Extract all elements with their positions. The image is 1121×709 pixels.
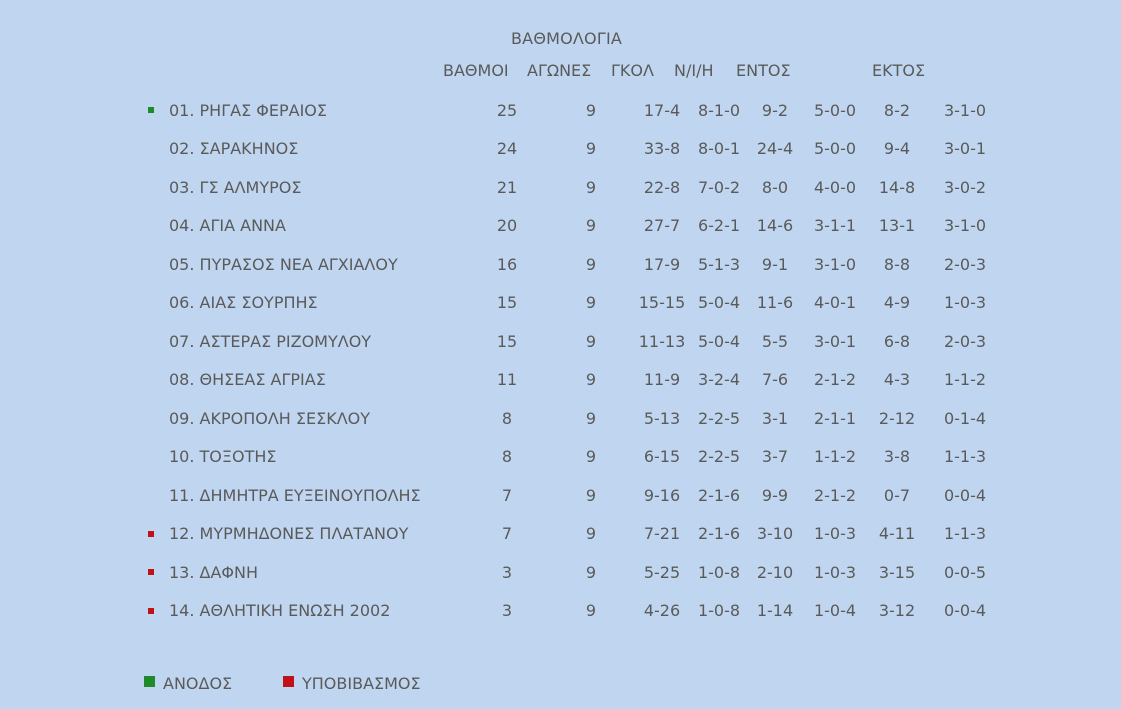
goals-cell: 6-15 [643, 447, 681, 467]
away-wdl-cell: 1-1-2 [943, 370, 987, 390]
goals-cell: 17-9 [643, 254, 681, 274]
goals-cell: 15-15 [638, 293, 686, 313]
games-cell: 9 [585, 293, 597, 313]
home-wdl-cell: 4-0-0 [813, 177, 857, 197]
home-wdl-cell: 1-0-3 [813, 524, 857, 544]
goals-cell: 27-7 [643, 216, 681, 236]
home-goals-cell: 3-7 [761, 447, 789, 467]
home-goals-cell: 14-6 [756, 216, 794, 236]
wdl-cell: 7-0-2 [697, 177, 741, 197]
away-wdl-cell: 0-0-5 [943, 562, 987, 582]
points-cell: 3 [501, 562, 513, 582]
home-goals-cell: 9-9 [761, 485, 789, 505]
away-wdl-cell: 2-0-3 [943, 254, 987, 274]
status-marker-cell [140, 515, 169, 554]
promotion-color-swatch [144, 676, 155, 687]
status-marker-cell [140, 476, 169, 515]
status-marker-cell [140, 592, 169, 631]
status-marker-cell [140, 399, 169, 438]
relegation-marker-icon [148, 531, 154, 537]
away-wdl-cell: 1-0-3 [943, 293, 987, 313]
games-cell: 9 [585, 601, 597, 621]
status-marker-cell [140, 207, 169, 246]
wdl-cell: 2-2-5 [697, 408, 741, 428]
points-cell: 15 [496, 331, 518, 351]
points-cell: 16 [496, 254, 518, 274]
relegation-marker-icon [148, 608, 154, 614]
relegation-marker-icon [148, 569, 154, 575]
away-goals-cell: 14-8 [878, 177, 916, 197]
away-wdl-cell: 0-0-4 [943, 601, 987, 621]
away-wdl-cell: 2-0-3 [943, 331, 987, 351]
goals-cell: 5-25 [643, 562, 681, 582]
relegation-color-swatch [283, 676, 294, 687]
away-wdl-cell: 1-1-3 [943, 447, 987, 467]
away-wdl-cell: 1-1-3 [943, 524, 987, 544]
header-games: ΑΓΩΝΕΣ [527, 61, 592, 80]
home-wdl-cell: 1-0-3 [813, 562, 857, 582]
points-cell: 8 [501, 408, 513, 428]
points-cell: 20 [496, 216, 518, 236]
away-goals-cell: 8-2 [883, 100, 911, 120]
wdl-cell: 6-2-1 [697, 216, 741, 236]
goals-cell: 22-8 [643, 177, 681, 197]
team-name: 14. ΑΘΛΗΤΙΚΗ ΕΝΩΣΗ 2002 [169, 601, 391, 621]
header-points: ΒΑΘΜΟΙ [443, 61, 509, 80]
team-name: 02. ΣΑΡΑΚΗΝΟΣ [169, 139, 299, 159]
status-marker-cell [140, 245, 169, 284]
points-cell: 25 [496, 100, 518, 120]
home-wdl-cell: 5-0-0 [813, 139, 857, 159]
status-marker-cell [140, 361, 169, 400]
points-cell: 7 [501, 524, 513, 544]
home-goals-cell: 3-1 [761, 408, 789, 428]
team-name: 13. ΔΑΦΝΗ [169, 562, 259, 582]
away-goals-cell: 3-15 [878, 562, 916, 582]
goals-cell: 17-4 [643, 100, 681, 120]
team-name: 06. ΑΙΑΣ ΣΟΥΡΠΗΣ [169, 293, 318, 313]
status-marker-cell [140, 438, 169, 477]
home-goals-cell: 7-6 [761, 370, 789, 390]
header-home: ΕΝΤΟΣ [736, 61, 791, 80]
away-goals-cell: 2-12 [878, 408, 916, 428]
away-goals-cell: 4-3 [883, 370, 911, 390]
wdl-cell: 2-1-6 [697, 485, 741, 505]
goals-cell: 9-16 [643, 485, 681, 505]
away-goals-cell: 4-9 [883, 293, 911, 313]
points-cell: 21 [496, 177, 518, 197]
table-row [140, 553, 1003, 592]
wdl-cell: 2-1-6 [697, 524, 741, 544]
table-row [140, 399, 1003, 438]
games-cell: 9 [585, 216, 597, 236]
status-marker-cell [140, 168, 169, 207]
header-away: ΕΚΤΟΣ [872, 61, 926, 80]
away-goals-cell: 9-4 [883, 139, 911, 159]
status-marker-cell [140, 284, 169, 323]
home-wdl-cell: 3-0-1 [813, 331, 857, 351]
points-cell: 15 [496, 293, 518, 313]
table-row [140, 207, 1003, 246]
away-goals-cell: 6-8 [883, 331, 911, 351]
games-cell: 9 [585, 485, 597, 505]
wdl-cell: 8-0-1 [697, 139, 741, 159]
games-cell: 9 [585, 524, 597, 544]
home-goals-cell: 9-2 [761, 100, 789, 120]
team-name: 07. ΑΣΤΕΡΑΣ ΡΙΖΟΜΥΛΟΥ [169, 331, 372, 351]
home-wdl-cell: 1-1-2 [813, 447, 857, 467]
points-cell: 24 [496, 139, 518, 159]
goals-cell: 7-21 [643, 524, 681, 544]
goals-cell: 4-26 [643, 601, 681, 621]
team-name: 01. ΡΗΓΑΣ ΦΕΡΑΙΟΣ [169, 100, 327, 120]
home-wdl-cell: 4-0-1 [813, 293, 857, 313]
home-goals-cell: 2-10 [756, 562, 794, 582]
home-goals-cell: 11-6 [756, 293, 794, 313]
home-wdl-cell: 2-1-1 [813, 408, 857, 428]
team-name: 12. ΜΥΡΜΗΔΟΝΕΣ ΠΛΑΤΑΝΟΥ [169, 524, 409, 544]
table-row [140, 592, 1003, 631]
home-wdl-cell: 3-1-0 [813, 254, 857, 274]
status-marker-cell [140, 322, 169, 361]
goals-cell: 11-13 [638, 331, 686, 351]
wdl-cell: 2-2-5 [697, 447, 741, 467]
table-row [140, 245, 1003, 284]
legend-relegation-label: ΥΠΟΒΙΒΑΣΜΟΣ [302, 674, 421, 693]
table-row [140, 130, 1003, 169]
wdl-cell: 3-2-4 [697, 370, 741, 390]
header-wdl: Ν/Ι/Η [674, 61, 714, 80]
away-wdl-cell: 3-1-0 [943, 216, 987, 236]
away-goals-cell: 13-1 [878, 216, 916, 236]
games-cell: 9 [585, 562, 597, 582]
games-cell: 9 [585, 447, 597, 467]
wdl-cell: 8-1-0 [697, 100, 741, 120]
away-goals-cell: 0-7 [883, 485, 911, 505]
goals-cell: 11-9 [643, 370, 681, 390]
away-wdl-cell: 3-0-1 [943, 139, 987, 159]
home-wdl-cell: 2-1-2 [813, 370, 857, 390]
table-row [140, 476, 1003, 515]
header-goals: ΓΚΟΛ [611, 61, 654, 80]
team-name: 05. ΠΥΡΑΣΟΣ ΝΕΑ ΑΓΧΙΑΛΟΥ [169, 254, 398, 274]
games-cell: 9 [585, 139, 597, 159]
home-goals-cell: 5-5 [761, 331, 789, 351]
legend-promotion-label: ΑΝΟΔΟΣ [163, 674, 233, 693]
home-wdl-cell: 5-0-0 [813, 100, 857, 120]
team-name: 11. ΔΗΜΗΤΡΑ ΕΥΞΕΙΝΟΥΠΟΛΗΣ [169, 485, 421, 505]
away-wdl-cell: 3-0-2 [943, 177, 987, 197]
home-wdl-cell: 1-0-4 [813, 601, 857, 621]
table-row [140, 284, 1003, 323]
table-row [140, 361, 1003, 400]
table-row [140, 91, 1003, 130]
standings-title: ΒΑΘΜΟΛΟΓΙΑ [511, 29, 623, 48]
wdl-cell: 5-0-4 [697, 331, 741, 351]
games-cell: 9 [585, 100, 597, 120]
status-marker-cell [140, 553, 169, 592]
promotion-marker-icon [148, 107, 154, 113]
home-goals-cell: 9-1 [761, 254, 789, 274]
away-wdl-cell: 3-1-0 [943, 100, 987, 120]
games-cell: 9 [585, 331, 597, 351]
points-cell: 8 [501, 447, 513, 467]
team-name: 08. ΘΗΣΕΑΣ ΑΓΡΙΑΣ [169, 370, 326, 390]
standings-table [140, 91, 1003, 630]
games-cell: 9 [585, 370, 597, 390]
games-cell: 9 [585, 408, 597, 428]
home-goals-cell: 1-14 [756, 601, 794, 621]
team-name: 09. ΑΚΡΟΠΟΛΗ ΣΕΣΚΛΟΥ [169, 408, 371, 428]
team-name: 10. ΤΟΞΟΤΗΣ [169, 447, 277, 467]
away-wdl-cell: 0-0-4 [943, 485, 987, 505]
wdl-cell: 1-0-8 [697, 601, 741, 621]
games-cell: 9 [585, 177, 597, 197]
wdl-cell: 5-1-3 [697, 254, 741, 274]
status-marker-cell [140, 130, 169, 169]
wdl-cell: 1-0-8 [697, 562, 741, 582]
away-wdl-cell: 0-1-4 [943, 408, 987, 428]
home-goals-cell: 3-10 [756, 524, 794, 544]
goals-cell: 5-13 [643, 408, 681, 428]
away-goals-cell: 8-8 [883, 254, 911, 274]
team-name: 04. ΑΓΙΑ ΑΝΝΑ [169, 216, 286, 236]
table-row [140, 515, 1003, 554]
home-wdl-cell: 3-1-1 [813, 216, 857, 236]
away-goals-cell: 4-11 [878, 524, 916, 544]
away-goals-cell: 3-12 [878, 601, 916, 621]
table-row [140, 438, 1003, 477]
table-row [140, 322, 1003, 361]
home-goals-cell: 8-0 [761, 177, 789, 197]
home-goals-cell: 24-4 [756, 139, 794, 159]
points-cell: 11 [496, 370, 518, 390]
team-name: 03. ΓΣ ΑΛΜΥΡΟΣ [169, 177, 302, 197]
wdl-cell: 5-0-4 [697, 293, 741, 313]
home-wdl-cell: 2-1-2 [813, 485, 857, 505]
points-cell: 3 [501, 601, 513, 621]
games-cell: 9 [585, 254, 597, 274]
points-cell: 7 [501, 485, 513, 505]
away-goals-cell: 3-8 [883, 447, 911, 467]
status-marker-cell [140, 91, 169, 130]
goals-cell: 33-8 [643, 139, 681, 159]
table-row [140, 168, 1003, 207]
